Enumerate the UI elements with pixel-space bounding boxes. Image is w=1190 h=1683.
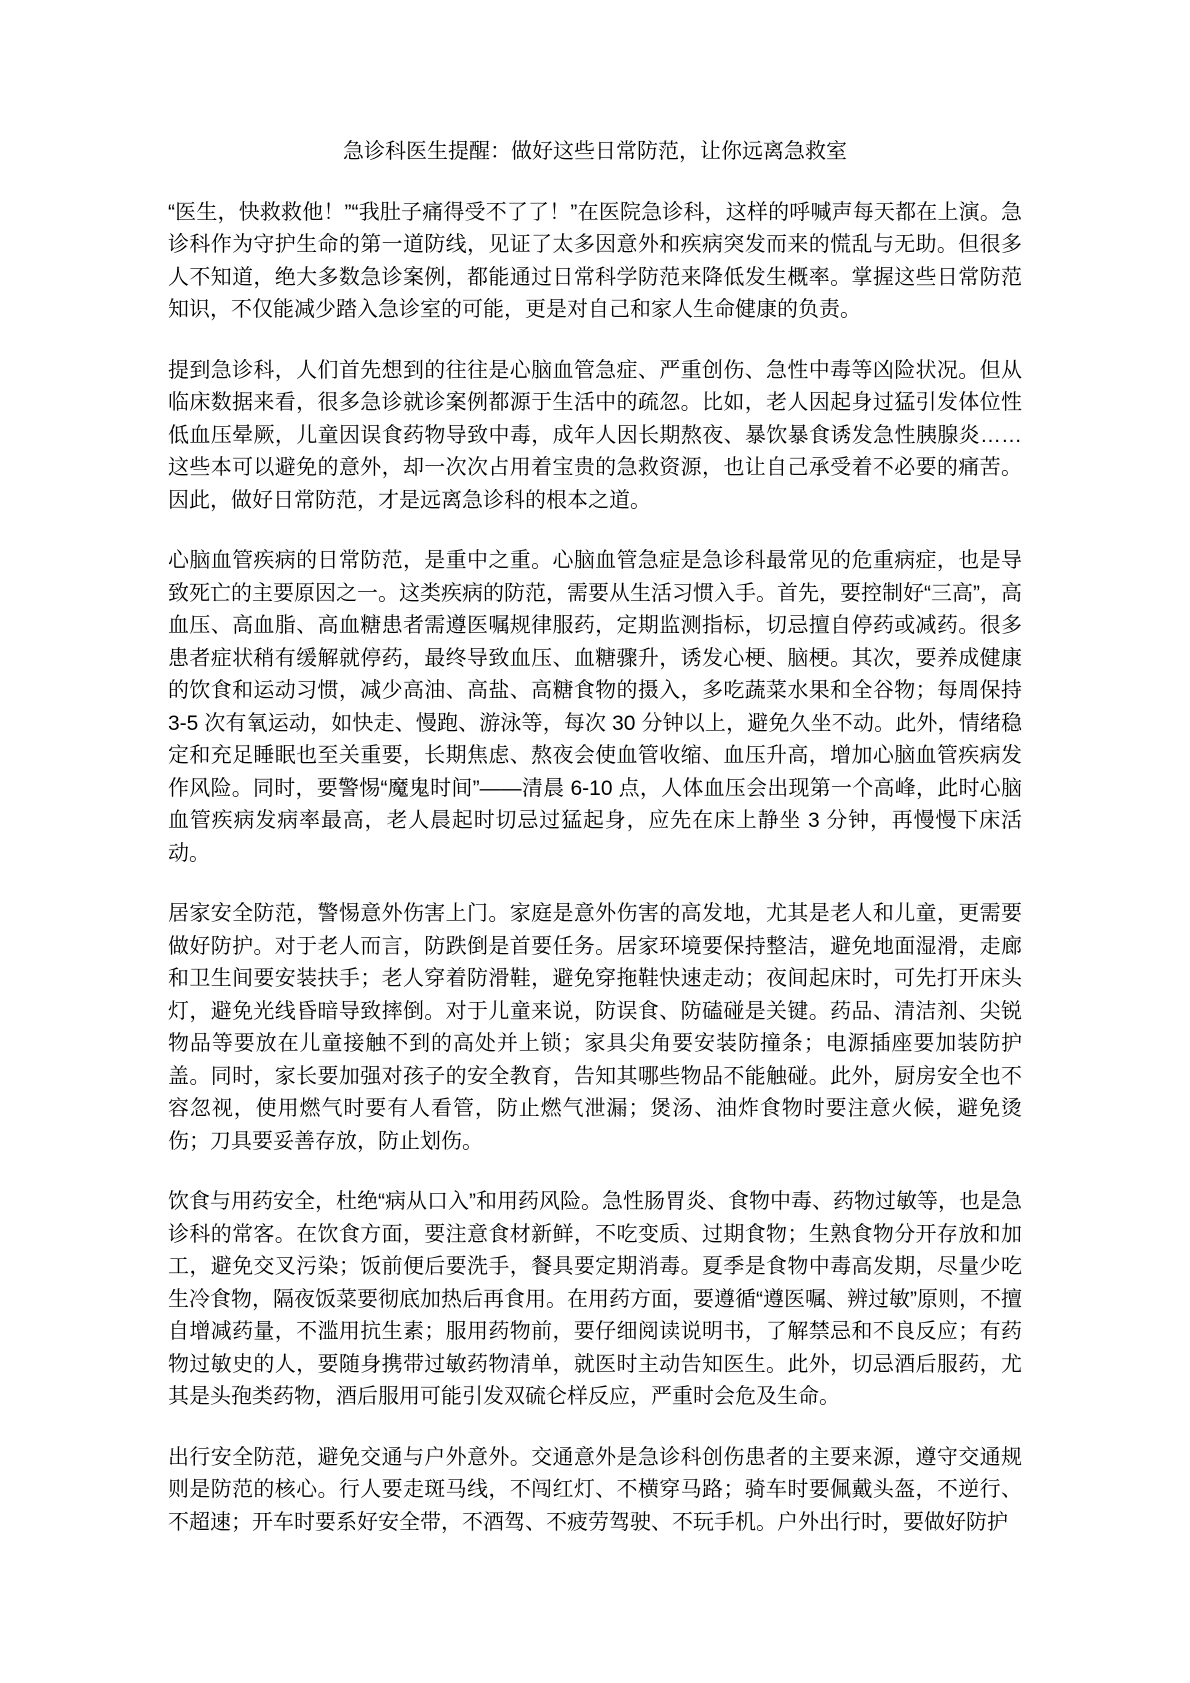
paragraph-home-safety: 居家安全防范，警惕意外伤害上门。家庭是意外伤害的高发地，尤其是老人和儿童，更需要做好防护。对于老人而言，防跌倒是首要任务。居家环境要保持整洁，避免地面湿滑，走廊和卫生间要安装扶手；老人穿着防滑鞋，避免穿拖鞋快速走动；夜间起床时，可先打开床头灯，避免光线昏暗导致摔倒。对于儿童来说，防误食、防磕碰是关键。药品、清洁剂、尖锐物品等要放在儿童接触不到的高处并上锁；家具尖角要安装防撞条；电源插座要加装防护盖。同时，家长要加强对孩子的安全教育，告知其哪些物品不能触碰。此外，厨房安全也不容忽视，使用燃气时要有人看管，防止燃气泄漏；煲汤、油炸食物时要注意火候，避免烫伤；刀具要妥善存放，防止划伤。 bbox=[168, 902, 1022, 1153]
paragraph-cardiovascular: 心脑血管疾病的日常防范，是重中之重。心脑血管急症是急诊科最常见的危重病症，也是导致死亡的主要原因之一。这类疾病的防范，需要从生活习惯入手。首先，要控制好“三高”，高血压、高血脂、高血糖患者需遵医嘱规律服药，定期监测指标，切忌擅自停药或减药。很多患者症状稍有缓解就停药，最终导致血压、血糖骤升，诱发心梗、脑梗。其次，要养成健康的饮食和运动习惯，减少高油、高盐、高糖食物的摄入，多吃蔬菜水果和全谷物；每周保持 3-5 次有氧运动，如快走、慢跑、游泳等，每次 30 分钟以上，避免久坐不动。此外，情绪稳定和充足睡眠也至关重要，长期焦虑、熬夜会使血管收缩、血压升高，增加心脑血管疾病发作风险。同时，要警惕“魔鬼时间”——清晨 6-10 点，人体血压会出现第一个高峰，此时心脑血管疾病发病率最高，老人晨起时切忌过猛起身，应先在床上静坐 3 分钟，再慢慢下床活动。 bbox=[168, 549, 1022, 865]
paragraph-er-overview: 提到急诊科，人们首先想到的往往是心脑血管急症、严重创伤、急性中毒等凶险状况。但从临床数据来看，很多急诊就诊案例都源于生活中的疏忽。比如，老人因起身过猛引发体位性低血压晕厥，儿童因误食药物导致中毒，成年人因长期熬夜、暴饮暴食诱发急性胰腺炎……这些本可以避免的意外，却一次次占用着宝贵的急救资源，也让自己承受着不必要的痛苦。因此，做好日常防范，才是远离急诊科的根本之道。 bbox=[168, 358, 1022, 512]
paragraph-food-medication: 饮食与用药安全，杜绝“病从口入”和用药风险。急性肠胃炎、食物中毒、药物过敏等，也是急诊科的常客。在饮食方面，要注意食材新鲜，不吃变质、过期食物；生熟食物分开存放和加工，避免交叉污染；饭前便后要洗手，餐具要定期消毒。夏季是食物中毒高发期，尽量少吃生冷食物，隔夜饭菜要彻底加热后再食用。在用药方面，要遵循“遵医嘱、辨过敏”原则，不擅自增减药量，不滥用抗生素；服用药物前，要仔细阅读说明书，了解禁忌和不良反应；有药物过敏史的人，要随身携带过敏药物清单，就医时主动告知医生。此外，切忌酒后服药，尤其是头孢类药物，酒后服用可能引发双硫仑样反应，严重时会危及生命。 bbox=[168, 1190, 1022, 1408]
paragraph-travel-safety: 出行安全防范，避免交通与户外意外。交通意外是急诊科创伤患者的主要来源，遵守交通规则是防范的核心。行人要走斑马线，不闯红灯、不横穿马路；骑车时要佩戴头盔，不逆行、不超速；开车时要系好安全带，不酒驾、不疲劳驾驶、不玩手机。户外出行时，要做好防护 bbox=[168, 1445, 1022, 1534]
paragraph-intro: “医生，快救救他！”“我肚子痛得受不了了！”在医院急诊科，这样的呼喊声每天都在上演。急诊科作为守护生命的第一道防线，见证了太多因意外和疾病突发而来的慌乱与无助。但很多人不知道，绝大多数急诊案例，都能通过日常科学防范来降低发生概率。掌握这些日常防范知识，不仅能减少踏入急诊室的可能，更是对自己和家人生命健康的负责。 bbox=[168, 200, 1022, 321]
article-title: 急诊科医生提醒：做好这些日常防范，让你远离急救室 bbox=[343, 140, 847, 163]
